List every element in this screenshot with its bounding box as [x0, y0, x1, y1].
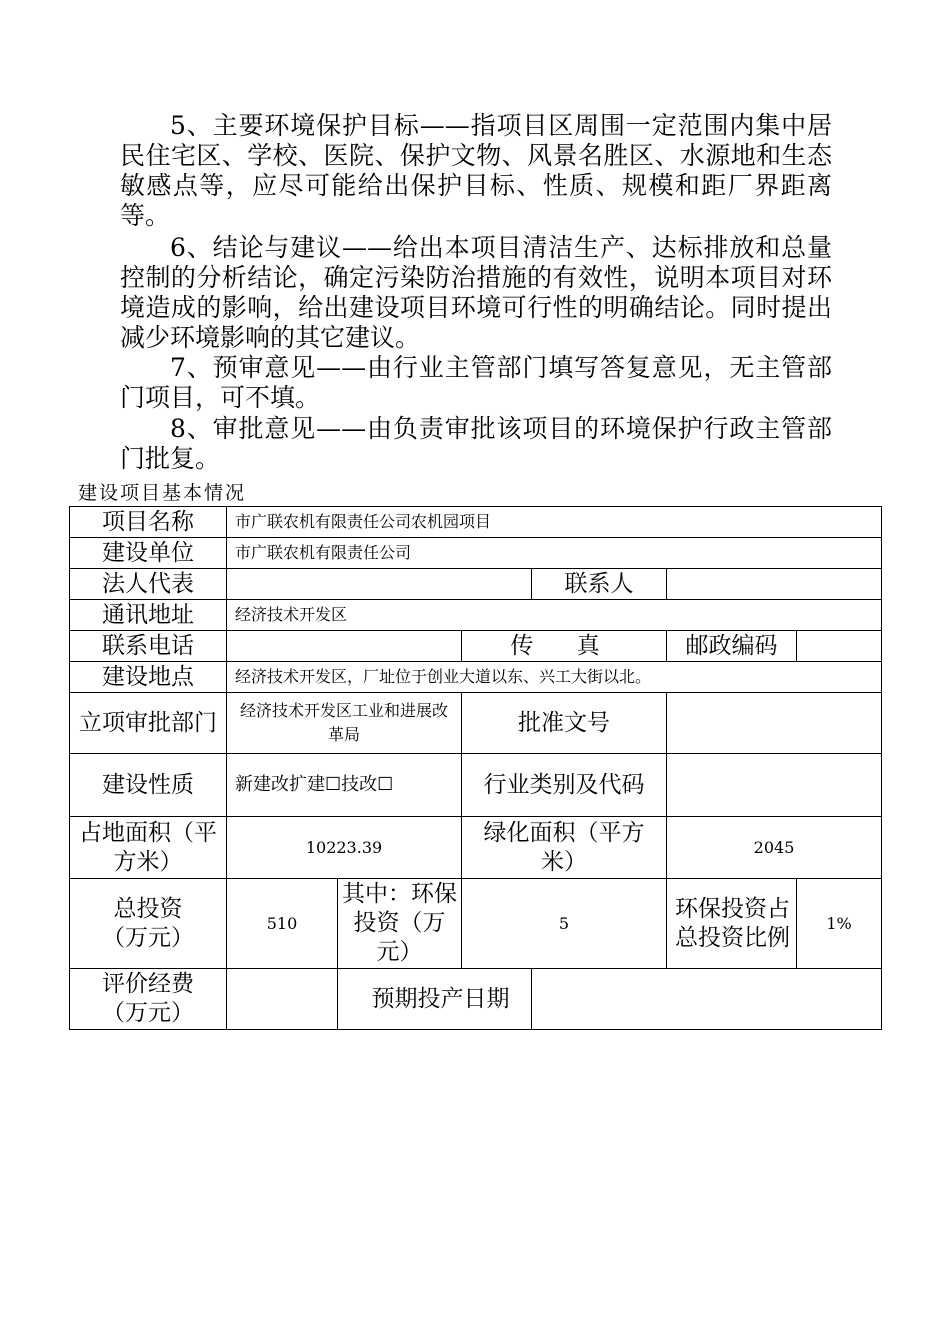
address-label: 通讯地址	[70, 600, 227, 631]
nature-value: 新建改扩建☐技改☐	[227, 754, 462, 817]
approval-no-value	[667, 693, 882, 754]
eval-fee-label: 评价经费（万元）	[70, 969, 227, 1030]
table-row	[70, 662, 882, 693]
legal-rep-value	[227, 569, 532, 600]
start-date-label: 预期投产日期	[338, 969, 532, 1030]
industry-value	[667, 754, 882, 817]
env-ratio-label: 环保投资占总投资比例	[667, 879, 797, 969]
start-date-value	[532, 969, 882, 1030]
total-invest-label: 总投资（万元）	[70, 879, 227, 969]
approval-dept-value: 经济技术开发区工业和进展改革局	[227, 693, 462, 754]
green-area-value: 2045	[667, 817, 882, 879]
green-area-label: 绿化面积（平方米）	[462, 817, 667, 879]
project-info-table	[69, 506, 882, 1030]
eval-fee-value	[227, 969, 338, 1030]
contact-value	[667, 569, 882, 600]
paragraph-item-5: 5、主要环境保护目标——指项目区周围一定范围内集中居民住宅区、学校、医院、保护文物、风景名胜区、水源地和生态敏感点等，应尽可能给出保护目标、性质、规模和距厂界距离等。	[120, 111, 832, 230]
paragraph-item-7: 7、预审意见——由行业主管部门填写答复意见，无主管部门项目，可不填。	[120, 353, 832, 412]
paragraph-item-6: 6、结论与建议——给出本项目清洁生产、达标排放和总量控制的分析结论，确定污染防治措施的有效性，说明本项目对环境造成的影响，给出建设项目环境可行性的明确结论。同时提出减少环境影响的其它建议。	[120, 233, 832, 352]
table-row	[70, 569, 882, 600]
contact-label: 联系人	[532, 569, 667, 600]
table-caption: 建设项目基本情况	[78, 482, 247, 504]
phone-label: 联系电话	[70, 631, 227, 662]
table-row	[70, 631, 882, 662]
postcode-value	[797, 631, 882, 662]
env-invest-value: 5	[462, 879, 667, 969]
site-label: 建设地点	[70, 662, 227, 693]
total-invest-value: 510	[227, 879, 338, 969]
phone-value	[227, 631, 462, 662]
table-row	[70, 600, 882, 631]
postcode-label: 邮政编码	[667, 631, 797, 662]
land-area-label: 占地面积（平方米）	[70, 817, 227, 879]
table-row	[70, 969, 882, 1030]
table-row	[70, 693, 882, 754]
project-name-value: 市广联农机有限责任公司农机园项目	[227, 507, 882, 538]
env-ratio-value: 1%	[797, 879, 882, 969]
site-value: 经济技术开发区，厂址位于创业大道以东、兴工大街以北。	[227, 662, 882, 693]
builder-label: 建设单位	[70, 538, 227, 569]
builder-value: 市广联农机有限责任公司	[227, 538, 882, 569]
nature-label: 建设性质	[70, 754, 227, 817]
address-value: 经济技术开发区	[227, 600, 882, 631]
legal-rep-label: 法人代表	[70, 569, 227, 600]
table-row	[70, 879, 882, 969]
env-invest-label: 其中：环保投资（万元）	[338, 879, 462, 969]
approval-no-label: 批准文号	[462, 693, 667, 754]
approval-dept-label: 立项审批部门	[70, 693, 227, 754]
table-row	[70, 754, 882, 817]
industry-label: 行业类别及代码	[462, 754, 667, 817]
table-row	[70, 817, 882, 879]
table-row	[70, 507, 882, 538]
table-row	[70, 538, 882, 569]
paragraph-item-8: 8、审批意见——由负责审批该项目的环境保护行政主管部门批复。	[120, 414, 832, 473]
land-area-value: 10223.39	[227, 817, 462, 879]
project-name-label: 项目名称	[70, 507, 227, 538]
fax-label: 传 真	[462, 631, 667, 662]
